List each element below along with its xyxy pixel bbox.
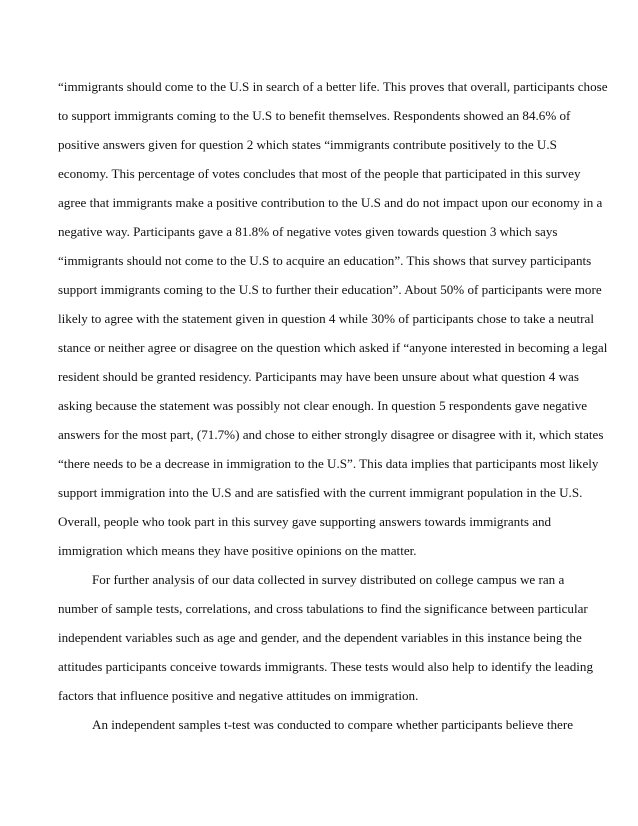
body-text	[58, 72, 608, 739]
text-line: immigration which means they have positive opinions on the matter.	[58, 543, 417, 558]
text-line: likely to agree with the statement given in question 4 while 30% of participants chose to take a neutral	[58, 311, 594, 326]
text-line: “immigrants should come to the U.S in search of a better life. This proves that overall, participants chose	[58, 79, 608, 94]
text-line: economy. This percentage of votes concludes that most of the people that participated in this survey	[58, 166, 581, 181]
text-line: agree that immigrants make a positive contribution to the U.S and do not impact upon our economy in a	[58, 195, 603, 210]
text-line: negative way. Participants gave a 81.8% of negative votes given towards question 3 which says	[58, 224, 558, 239]
text-line: answers for the most part, (71.7%) and chose to either strongly disagree or disagree with it, which states	[58, 427, 604, 442]
text-line: to support immigrants coming to the U.S to benefit themselves. Respondents showed an 84.6% of	[58, 108, 571, 123]
text-line: asking because the statement was possibly not clear enough. In question 5 respondents gave negative	[58, 398, 588, 413]
text-line: attitudes participants conceive towards immigrants. These tests would also help to identify the leading	[58, 659, 594, 674]
paragraph-start-line: An independent samples t-test was conducted to compare whether participants believe there	[92, 717, 574, 732]
text-line: support immigration into the U.S and are satisfied with the current immigrant population in the U.S.	[58, 485, 583, 500]
text-line: support immigrants coming to the U.S to further their education”. About 50% of participants were more	[58, 282, 602, 297]
text-line: stance or neither agree or disagree on the question which asked if “anyone interested in becoming a legal	[58, 340, 608, 355]
text-line: “there needs to be a decrease in immigration to the U.S”. This data implies that participants most likely	[58, 456, 599, 471]
text-line: number of sample tests, correlations, and cross tabulations to find the significance between particular	[58, 601, 588, 616]
text-line: independent variables such as age and gender, and the dependent variables in this instance being the	[58, 630, 582, 645]
text-line: factors that influence positive and negative attitudes on immigration.	[58, 688, 419, 703]
text-line: Overall, people who took part in this survey gave supporting answers towards immigrants and	[58, 514, 552, 529]
paragraph-start-line: For further analysis of our data collected in survey distributed on college campus we ran a	[92, 572, 565, 587]
text-line: positive answers given for question 2 which states “immigrants contribute positively to the U.S	[58, 137, 557, 152]
text-line: “immigrants should not come to the U.S to acquire an education”. This shows that survey participants	[58, 253, 592, 268]
text-line: resident should be granted residency. Participants may have been unsure about what question 4 was	[58, 369, 579, 384]
